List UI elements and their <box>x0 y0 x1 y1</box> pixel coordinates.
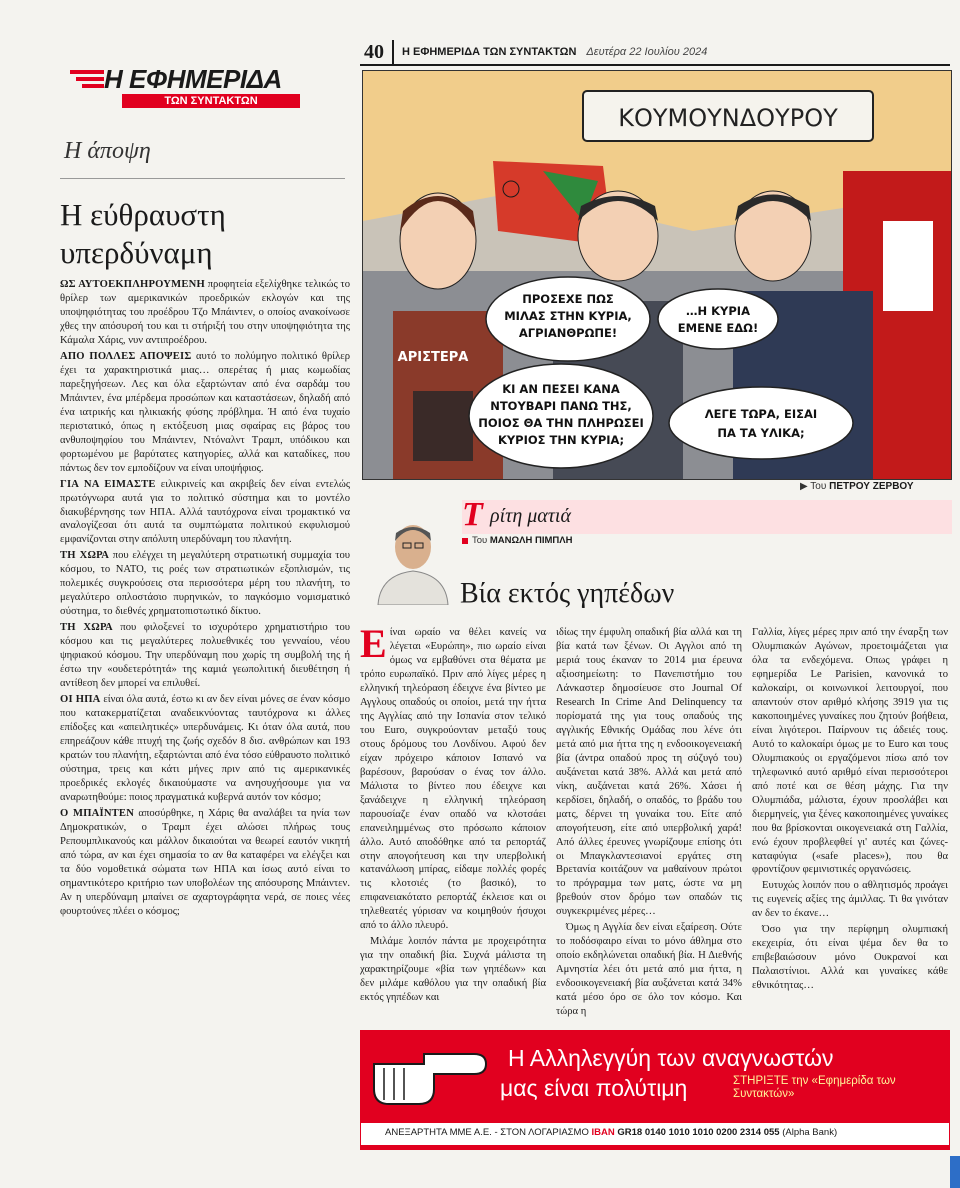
editorial-title <box>60 196 345 272</box>
svg-text:ΚΥΡΙΟΣ ΤΗΝ ΚΥΡΙΑ;: ΚΥΡΙΟΣ ΤΗΝ ΚΥΡΙΑ; <box>497 433 625 447</box>
author-portrait <box>370 505 456 605</box>
paper-name: Η ΕΦΗΜΕΡΙΔΑ ΤΩΝ ΣΥΝΤΑΚΤΩΝ <box>402 46 577 58</box>
cartoon-tag: ΑΡΙΣΤΕΡΑ <box>397 350 469 365</box>
svg-text:…Η ΚΥΡΙΑ: …Η ΚΥΡΙΑ <box>686 304 750 318</box>
svg-text:ΛΕΓΕ ΤΩΡΑ, ΕΙΣΑΙ: ΛΕΓΕ ΤΩΡΑ, ΕΙΣΑΙ <box>704 407 818 421</box>
speech-bubble <box>658 289 778 349</box>
svg-text:ΑΓΡΙΑΝΘΡΩΠΕ!: ΑΓΡΙΑΝΘΡΩΠΕ! <box>518 326 618 340</box>
drop-cap: Ε <box>360 621 387 666</box>
editorial-body <box>60 278 350 921</box>
article-column <box>556 626 742 1021</box>
logo-title: Η ΕΦΗΜΕΡΙΔΑ <box>104 64 282 94</box>
logo-subtitle: ΤΩΝ ΣΥΝΤΑΚΤΩΝ <box>122 94 300 108</box>
opinion-label: Η άποψη <box>64 138 151 164</box>
page-header <box>360 40 950 66</box>
banner-headline-2: μας είναι πολύτιμη <box>500 1075 688 1101</box>
page-number: 40 <box>360 40 394 64</box>
article-paragraph: ιδίως την έμφυλη οπαδική βία αλλά και τη βία κατά των ξένων. Οι Αγγλοι από τη μεριά τους έκαναν το 2014 μια έρευνα αξιοσημείωτη: το Πανεπιστήμιο του Λάνκαστερ δημοσίευσε στο Journal Of Research In Crime And Delinquency τα πορίσματά της για τους οπαδούς της αγγλικής Εθνικής Ομάδας που λένε ότι μετά από μια ήττα της η ενδοοικογενειακή βία (άντρα οπαδού προς τη σύζυγό του) αυξάνεται κατά 38%. Αλλά και μετά από νίκη, αυξάνεται κατά 26%. Χάσει ή κερδίσει, δηλαδή, ο οπαδός, το βράδυ του ματς, δέρνει τη γυναίκα του. Είτε από απογοήτευση, είτε από υπερβολική χαρά! Από άλλες έρευνες γνωρίζουμε επίσης ότι οι Μπαγκλαντεσιανοί εργάτες στη Βρετανία κοιτάζουν να μαθαίνουν πρώτοι το πρόγραμμα των ματς, ώστε να μη βρεθούν στον δρόμο των οπαδών τις συγκεκριμένες μέρες… <box>556 627 742 918</box>
svg-text:ΝΤΟΥΒΑΡΙ ΠΑΝΩ ΤΗΣ,: ΝΤΟΥΒΑΡΙ ΠΑΝΩ ΤΗΣ, <box>490 399 632 413</box>
divider <box>60 178 345 179</box>
political-cartoon <box>362 70 952 480</box>
banner-headline: Η Αλληλεγγύη των αναγνωστών <box>508 1045 834 1071</box>
article-paragraph: Μιλάμε λοιπόν πάντα με προχειρότητα για την οπαδική βία. Συχνά μάλιστα τη χαρακτηρίζουμε «βία των γηπέδων» και δεν μιλάμε καθόλου για την οπαδική βία εκτός γηπέδων και <box>360 936 546 1004</box>
editorial-title-line2: υπερδύναμη <box>60 235 213 270</box>
editorial-paragraph: ΓΙΑ ΝΑ ΕΙΜΑΣΤΕ ειλικρινείς και ακριβείς δεν είναι εντελώς πρωτόγνωρα αυτά για το πολιτικό σύστημα και το μοντέλο διακυβέρνησης των ΗΠΑ. Αλλά ταυτόχρονα είναι τρομακτικό να αναλογίζεσαι ότι αυτά τα συμπτώματα πολιτικού εκφυλισμού εμφανίζονται στην απόλυτη υπερδύναμη του πλανήτη. <box>60 478 351 546</box>
article-column <box>752 626 948 995</box>
speech-bubble <box>669 387 853 459</box>
svg-text:ΜΙΛΑΣ ΣΤΗΝ ΚΥΡΙΑ,: ΜΙΛΑΣ ΣΤΗΝ ΚΥΡΙΑ, <box>504 309 632 323</box>
page-edge-mark <box>950 1156 960 1188</box>
bank-account-info: ΑΝΕΞΑΡΤΗΤΑ ΜΜΕ Α.Ε. - ΣΤΟΝ ΛΟΓΑΡΙΑΣΜΟ IBAN GR18 0140 1010 1010 0200 2314 055 (Alpha Bank) <box>385 1127 838 1138</box>
article-column <box>360 621 546 1007</box>
column-rubric-letter: Τ <box>462 496 483 533</box>
sign-text: ΚΟΥΜΟΥΝΔΟΥΡΟΥ <box>618 104 838 132</box>
editorial-paragraph: ΟΙ ΗΠΑ είναι όλα αυτά, έστω κι αν δεν είναι μόνες σε έναν κόσμο που κατακερματίζεται αναδεικνύοντας ταυτόχρονα κι άλλες επίδοξες και «απειλητικές» υπερδυνάμεις. Κι όταν όλα αυτά, που επηρεάζουν κάθε πτυχή της ζωής σχεδόν 8 δισ. ανθρώπων και 193 κρατών του πλανήτη, εξαρτώνται από ένα τόσο εύθραυστο πολιτικό σύστημα, τρεις και κάτι μήνες πριν από τις αμερικανικές προεδρικές εκλογές δικαιούμαστε να ανησυχήσουμε για να αναρωτηθούμε: ποιος πραγματικά κυβερνά αυτόν τον κόσμο; <box>60 694 351 803</box>
article-byline: Του ΜΑΝΩΛΗ ΠΙΜΠΛΗ <box>472 535 573 546</box>
article-paragraph: Είναι ωραίο να θέλει κανείς να λέγεται «Ευρώπη», πιο ωραίο είναι όμως να εμβαθύνει στα θέματα με τρόπο ευρωπαϊκό. Πριν από λίγες μέρες η ελληνική τηλεόραση έδειχνε ένα βίντεο με Αγγλους οπαδούς οι οποίοι, μετά την ήττα της Αγγλίας από την Ισπανία στον τελικό του Euro, συγκρούονταν μεταξύ τους στους δρόμους του Λονδίνου. Αφού δεν είχαν πρόχειρο κάποιον Ισπανό να βαρέσουν, βαρούσαν ο ένας τον άλλο. Μάλιστα το βίντεο που έδειχνε και ξανάδειχνε η ελληνική τηλεόραση παρουσίαζε έναν οπαδό να κλοτσάει επανειλημμένως στο πρόσωπο κάποιον άλλο. Αυτό αποδόθηκε από τα ρεπορτάζ στην απογοήτευση και την υπερβολική κατανάλωση μπίρας, είδαμε πολλές φορές τις κλοτσιές (το βασικό), το επιφανειακότατο ρεπορτάζ έκλεισε και οι τηλεθεατές γύρισαν να κοιμηθούν ήσυχοι από το άλλο πλευρό. <box>360 621 546 932</box>
editorial-paragraph: ΤΗ ΧΩΡΑ που ελέγχει τη μεγαλύτερη στρατιωτική συμμαχία του κόσμου, το ΝΑΤΟ, τις ροές των στρατιωτικών εξοπλισμών, τις πολεμικές συγκρούσεις στα περισσότερα μέρη του πλανήτη, το μεγαλύτερο οπλοστάσιο πυρηνικών, το παγκόσμιο νομισματικό σύστημα, το διεθνές χρηματοπιστωτικό δίκτυο. <box>60 550 350 618</box>
newspaper-logo <box>60 62 310 112</box>
editorial-paragraph: Ο ΜΠΑΪΝΤΕΝ αποσύρθηκε, η Χάρις θα αναλάβει τα ηνία των Δημοκρατικών, ο Τραμπ έχει αλώσει πλήρως τους Ρεπουμπλικανούς και μάλλον δικαιούται να θεωρεί εαυτόν νικητή από τώρα, αν και έχει σημασία το αν θα καταφέρει να ελέγξει και τα δύο νομοθετικά σώματα των ΗΠΑ και ίσως αυτό είναι το σημαντικότερο κριτήριο των υποβολέων της απόσυρσης Μπάιντεν. Αν η υπερδύναμη μπαίνει σε αχαρτογράφητα νερά, σε ποιες νέες φουρτούνες πλέει ο κόσμος; <box>60 807 350 917</box>
editorial-title-line1: Η εύθραυστη <box>60 197 226 232</box>
article-paragraph: Ευτυχώς λοιπόν που ο αθλητισμός προάγει τις ευγενείς αξίες της άμιλλας. Τι θα γινόταν αν δεν το έκανε… <box>752 880 948 920</box>
article-paragraph: Όμως η Αγγλία δεν είναι εξαίρεση. Ούτε το ποδόσφαιρο είναι το μόνο άθλημα στο οποίο εκδηλώνεται οπαδική βία. Η Διεθνής Αμνηστία λέει ότι μετά από μια ήττα, η ενδοοικογενειακή βία αυξάνεται κατά 34% κατά μέσο όρο σε όλο τον κόσμο. Και τώρα η <box>556 922 742 1018</box>
article-paragraph: Όσο για την περίφημη ολυμπιακή εκεχειρία, ότι είναι ψέμα δεν θα το επιβεβαιώσουν μόνο Ουκρανοί και Παλαιστίνιοι. Αλλά και γυναίκες κάθε εθνικότητας… <box>752 924 948 992</box>
svg-text:ΠΑ ΤΑ ΥΛΙΚΑ;: ΠΑ ΤΑ ΥΛΙΚΑ; <box>717 426 805 440</box>
banner-call-to-action: ΣΤΗΡΙΞΤΕ την «Εφημερίδα των Συντακτών» <box>733 1075 896 1100</box>
column-rubric: ρίτη ματιά <box>490 505 571 527</box>
issue-date: Δευτέρα 22 Ιουλίου 2024 <box>586 46 708 58</box>
cartoon-illustration <box>363 71 952 480</box>
article-paragraph: Γαλλία, λίγες μέρες πριν από την έναρξη των Ολυμπιακών Αγώνων, προετοιμάζεται για όλα τα ενδεχόμενα. Οπως γράφει η εφημερίδα Le Parisien, κανονικά το καλοκαίρι, οι κοινωνικοί λειτουργοί, που απαντούν στον αριθμό κλήσης 3919 για τις κακοποιημένες γυναίκες που ζητούν βοήθεια, είναι λιγότεροι. Παίρνουν τις άδειές τους. Αυτό το καλοκαίρι όμως με το Euro και τους Ολυμπιακούς οι εργαζόμενοι πίσω από τον τηλεφωνικό αυτό αριθμό είναι περισσότεροι από ποτέ και σε θέση μάχης. Για την Ολυμπιάδα, μάλιστα, έχουν προσλάβει και διερμηνείς, για ξένες κακοποιημένες γυναίκες που θα βρίσκονται οικογενειακά στη Γαλλία, ενώ έχουν προβλεφθεί γι' αυτές και ζώνες-καταφύγια («safe places»), που θα φροντίζουν φεμινιστικές οργανώσεις. <box>752 627 948 876</box>
article-title: Βία εκτός γηπέδων <box>460 578 675 609</box>
svg-text:ΠΟΙΟΣ ΘΑ ΤΗΝ ΠΛΗΡΩΣΕΙ: ΠΟΙΟΣ ΘΑ ΤΗΝ ΠΛΗΡΩΣΕΙ <box>478 416 644 430</box>
editorial-paragraph: ΩΣ ΑΥΤΟΕΚΠΛΗΡΟΥΜΕΝΗ προφητεία εξελίχθηκε τελικώς το θρίλερ των αμερικανικών προεδρικών εκλογών και της υποψηφιότητας του προέδρου Τζο Μπάιντεν, ο οποίος ανακοίνωσε χθες την απόσυρσή του και τι στήριξή του στην υποψηφιότητα της Κάμαλα Χάρις, νυν αντιπροέδρου. <box>60 279 350 346</box>
editorial-paragraph: ΤΗ ΧΩΡΑ που φιλοξενεί το ισχυρότερο χρηματιστήριο του κόσμου και τις μεγαλύτερες πολυεθνικές του γενναίου, νέου ψηφιακού κόσμου. Την υπερδύναμη που χωρίς τη συμβολή της ή έστω την «ουδετερότητά» της καμιά γεωπολιτική διευθέτηση ή αντίθεση δεν μπορεί να επιλυθεί. <box>60 622 350 690</box>
editorial-paragraph: ΑΠΟ ΠΟΛΛΕΣ ΑΠΟΨΕΙΣ αυτό το πολύμηνο πολιτικό θρίλερ έχει τα χαρακτηριστικά μιας… οπερέτας ή μιας κωμωδίας παρεξηγήσεων. Λες και όλα εξαρτώνταν από ένα σαρδάμ του Μπάιντεν, ένα μπέρδεμα προσώπων και καταστάσεων, δηλαδή από ένα ιατρικής και ηλικιακής φύσης πρόβλημα. Ή από ένα τυχαίο περιστατικό, όπως η εκτόξευση μιας σφαίρας εις βάρος του ανθυποψηφίου του Μπάιντεν, Ντόναλντ Τραμπ, υπόδικου και φορτωμένου με βαρύτατες κατηγορίες, αλλά και καταδίκες, που πάντως δεν τον εμποδίζουν να είναι υποψήφιος. <box>60 350 350 474</box>
svg-text:ΕΜΕΝΕ ΕΔΩ!: ΕΜΕΝΕ ΕΔΩ! <box>677 321 759 335</box>
cartoon-credit: ▶ Του ΠΕΤΡΟΥ ΖΕΡΒΟΥ <box>800 481 914 492</box>
byline-marker <box>462 538 468 544</box>
svg-text:ΚΙ ΑΝ ΠΕΣΕΙ ΚΑΝΑ: ΚΙ ΑΝ ΠΕΣΕΙ ΚΑΝΑ <box>502 382 620 396</box>
svg-text:ΠΡΟΣΕΧΕ ΠΩΣ: ΠΡΟΣΕΧΕ ΠΩΣ <box>522 292 614 306</box>
pointing-hand-icon <box>364 1034 504 1124</box>
